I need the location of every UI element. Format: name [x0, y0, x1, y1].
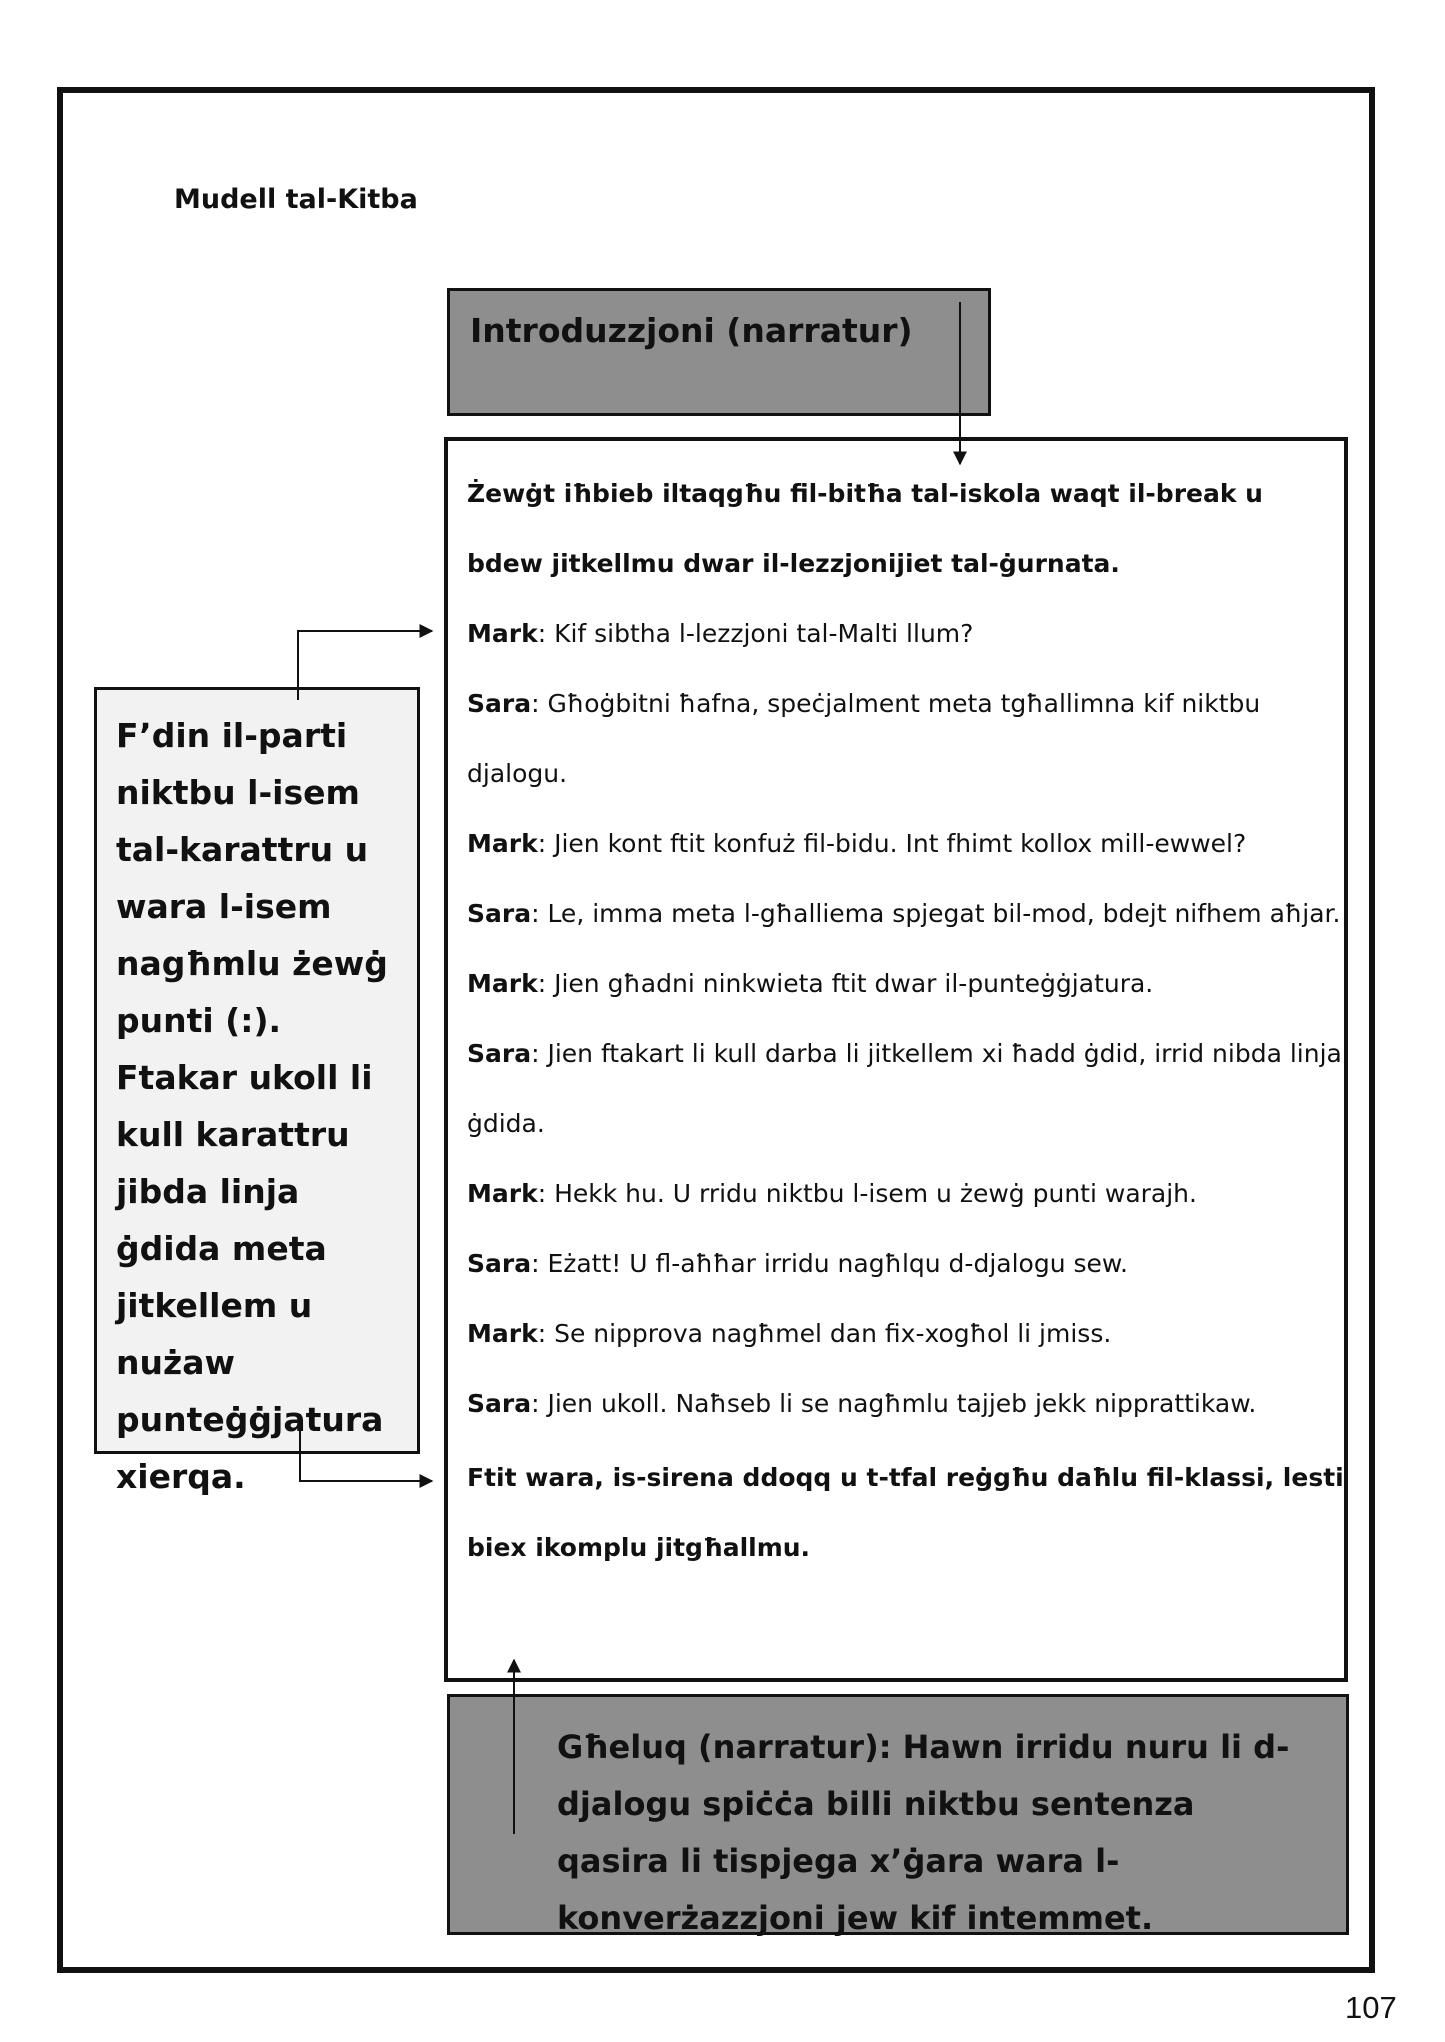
intro-label-box: Introduzzjoni (narratur): [447, 288, 991, 416]
dialogue-line: [467, 1299, 1344, 1369]
dialogue-line: [467, 809, 1344, 879]
opening-narration: Żewġt iħbieb iltaqgħu fil-bitħa tal-iskola waqt il-break u bdew jitkellmu dwar il-lezzjonijiet tal-ġurnata.: [467, 479, 1263, 578]
dialogue-line: [467, 1369, 1344, 1439]
dialogue-lines: [467, 599, 1344, 1439]
speaker-name: Mark: [467, 619, 538, 648]
line-text: : Għoġbitni ħafna, speċjalment meta tgħallimna kif niktbu djalogu.: [467, 689, 1261, 788]
line-text: : Jien għadni ninkwieta ftit dwar il-punteġġjatura.: [537, 969, 1154, 998]
dialogue-line: [467, 1159, 1344, 1229]
dialogue-line: [467, 599, 1344, 669]
dialogue-line: [467, 879, 1344, 949]
dialogue-line: [467, 949, 1344, 1019]
line-text: : Se nipprova nagħmel dan fix-xogħol li jmiss.: [537, 1319, 1112, 1348]
closing-narration: Ftit wara, is-sirena ddoqq u t-tfal reġgħu daħlu fil-klassi, lesti biex ikomplu jitgħallmu.: [467, 1463, 1344, 1562]
dialogue-box: [444, 437, 1348, 1682]
speaker-name: Mark: [467, 969, 538, 998]
side-note-box: F’din il-parti niktbu l-isem tal-karattru u wara l-isem nagħmlu żewġ punti (:). Ftakar ukoll li kull karattru jibda linja ġdida meta jitkellem u nużaw punteġġjatura xierqa.: [94, 687, 420, 1454]
speaker-name: Sara: [467, 1039, 532, 1068]
closing-note-box: Għeluq (narratur): Hawn irridu nuru li d-djalogu spiċċa billi niktbu sentenza qasira li tispjega x’ġara wara l-konverżazzjoni jew kif intemmet.: [447, 1694, 1349, 1935]
speaker-name: Sara: [467, 1249, 532, 1278]
speaker-name: Mark: [467, 1179, 538, 1208]
line-text: : Jien kont ftit konfuż fil-bidu. Int fhimt kollox mill-ewwel?: [537, 829, 1247, 858]
line-text: : Kif sibtha l-lezzjoni tal-Malti llum?: [537, 619, 974, 648]
dialogue-line: [467, 1229, 1344, 1299]
dialogue-line: [467, 669, 1344, 809]
page-number: 107: [1345, 1990, 1397, 2025]
line-text: : Jien ftakart li kull darba li jitkellem xi ħadd ġdid, irrid nibda linja ġdida.: [467, 1039, 1342, 1138]
line-text: : Le, imma meta l-għalliema spjegat bil-mod, bdejt nifhem aħjar.: [531, 899, 1341, 928]
line-text: : Eżatt! U fl-aħħar irridu nagħlqu d-djalogu sew.: [531, 1249, 1128, 1278]
speaker-name: Sara: [467, 689, 532, 718]
line-text: : Hekk hu. U rridu niktbu l-isem u żewġ punti warajh.: [537, 1179, 1197, 1208]
speaker-name: Mark: [467, 829, 538, 858]
speaker-name: Sara: [467, 899, 532, 928]
dialogue-line: [467, 1019, 1344, 1159]
line-text: : Jien ukoll. Naħseb li se nagħmlu tajjeb jekk nipprattikaw.: [531, 1389, 1257, 1418]
speaker-name: Mark: [467, 1319, 538, 1348]
speaker-name: Sara: [467, 1389, 532, 1418]
page-heading: Mudell tal-Kitba: [174, 184, 418, 215]
